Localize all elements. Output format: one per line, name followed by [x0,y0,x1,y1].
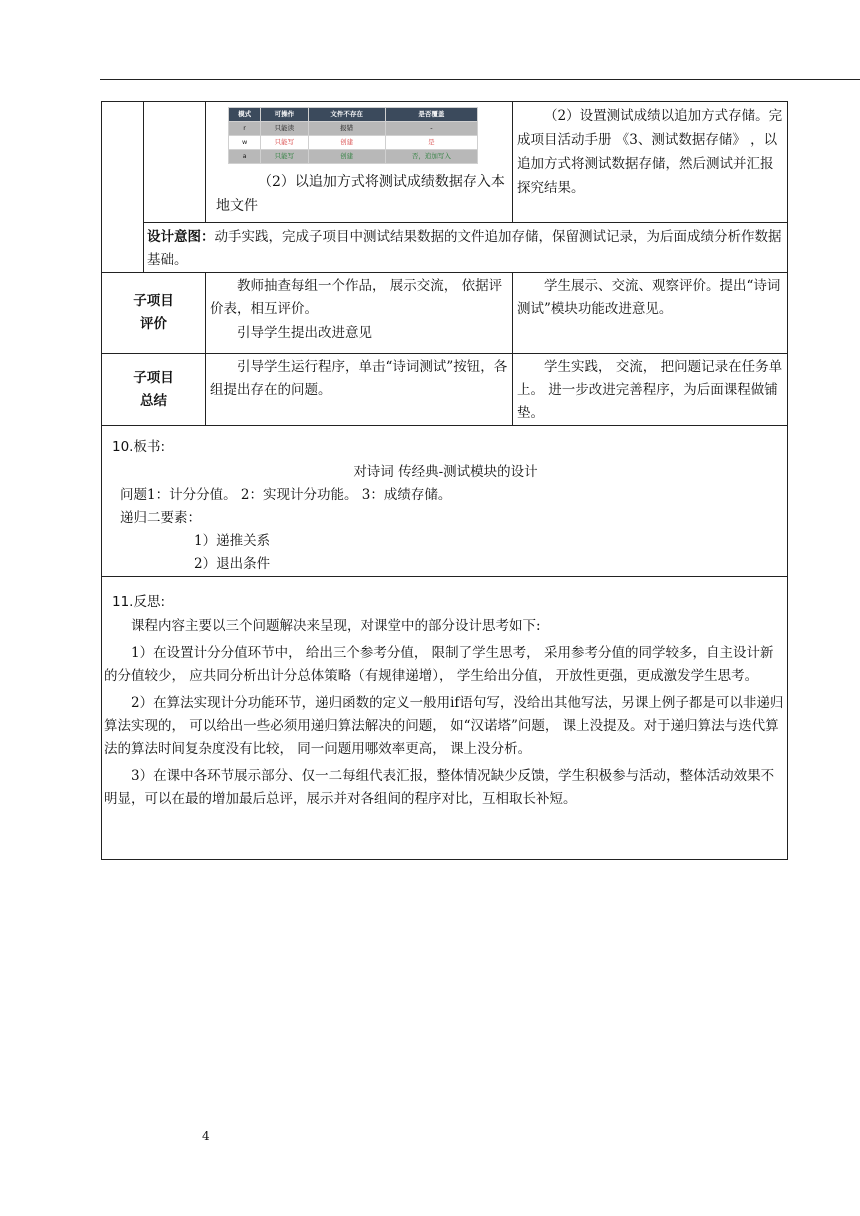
board-heading: 10.板书: [112,439,166,455]
table-cell: - [385,122,477,136]
evaluation-label [102,273,206,354]
side-cell [102,102,144,273]
table-row [229,150,478,164]
evaluation-student-text: 学生展示、交流、观察评价。提出“诗词测试”模块功能改进意见。 [517,278,781,317]
evaluation-teacher-cell [206,273,513,354]
overwrite-header: 是否覆盖 [385,108,477,122]
board-row [102,426,788,577]
activity-teacher-cell [206,102,513,223]
board-cell [102,426,788,577]
summary-teacher-text: 引导学生运行程序，单击“诗词测试”按钮，各组提出存在的问题。 [210,359,508,398]
not-exist-header: 文件不存在 [308,108,385,122]
evaluation-student-cell [513,273,788,354]
summary-row [102,354,788,426]
reflection-heading: 11.反思: [112,594,166,610]
table-cell: a [229,150,261,164]
table-cell: 只能写 [261,150,308,164]
evaluation-teacher-text: 教师抽查每组一个作品， 展示交流， 依据评价表，相互评价。 [210,278,503,317]
label-line: 子项目 [133,293,174,309]
student-activity-text: （2）设置测试成绩以追加方式存储。完成项目活动手册 《3、测试数据存储》 ，以追加方式将测试数据存储，然后测试并汇报探究结果。 [517,108,783,196]
summary-student-text: 学生实践， 交流， 把问题记录在任务单上。 进一步改进完善程序，为后面课程做铺垫。 [517,359,783,421]
reflection-row [102,577,788,860]
design-intent-row [102,223,788,273]
evaluation-row [102,273,788,354]
lesson-plan-table [101,101,788,860]
evaluation-guide-text: 引导学生提出改进意见 [237,325,372,341]
reflection-paragraph: 1）在设置计分分值环节中， 给出三个参考分值， 限制了学生思考， 采用参考分值的同学较多，自主设计新的分值较少， 应共同分析出计分总体策略（有规律递增）， 学生给出分值， 开放性更强，更成激发学生思考。 [104,645,774,684]
mode-header: 模式 [229,108,261,122]
reflection-cell [102,577,788,860]
operation-header: 可操作 [261,108,308,122]
design-intent-cell [144,223,788,273]
board-title: 对诗词 传经典-测试模块的设计 [353,464,538,480]
table-cell: 否，追加写入 [385,150,477,164]
label-line: 子项目 [133,369,174,386]
board-line: 递归二要素： [120,510,201,526]
activity-caption: （2）以追加方式将测试成绩数据存入本地文件 [216,174,505,214]
activity-row [102,102,788,223]
activity-student-cell [513,102,788,223]
file-mode-table [228,107,478,164]
reflection-paragraph: 2）在算法实现计分功能环节，递归函数的定义一般用if语句写，没给出其他写法，另课上例子都是可以非递归算法实现的， 可以给出一些必须用递归算法解决的问题， 如“汉诺塔”问题， 课上没提及。对于递归算法与迭代算法的算法时间复杂度没有比较， 同一问题用哪效率更高， 课上没分析。 [104,695,784,757]
summary-student-cell [513,354,788,426]
reflection-intro: 课程内容主要以三个问题解决来呈现，对课堂中的部分设计思考如下: [131,618,541,634]
summary-label [102,354,206,426]
reflection-paragraph: 3）在课中各环节展示部分、仅一二每组代表汇报，整体情况缺少反馈，学生积极参与活动，整体活动效果不明显，可以在最的增加最后总评，展示并对各组间的程序对比，互相取长补短。 [104,768,775,807]
table-cell: 创建 [308,136,385,150]
empty-label-cell [144,102,206,223]
board-line: 问题1：计分分值。 2：实现计分功能。 3：成绩存储。 [120,487,452,503]
table-cell: 创建 [308,150,385,164]
table-cell: w [229,136,261,150]
table-row [229,136,478,150]
label-line: 评价 [140,316,167,332]
page-number: 4 [202,1129,210,1143]
table-cell: 只能读 [261,122,308,136]
table-cell: 是 [385,136,477,150]
design-intent-label: 设计意图： [147,229,215,245]
table-row [229,122,478,136]
summary-teacher-cell [206,354,513,426]
board-item: 2）退出条件 [194,556,271,572]
table-cell: 报错 [308,122,385,136]
table-cell: r [229,122,261,136]
header-rule [100,79,860,80]
label-line: 总结 [140,392,167,409]
board-item: 1）递推关系 [194,533,271,549]
design-intent-text: 动手实践，完成子项目中测试结果数据的文件追加存储，保留测试记录，为后面成绩分析作数据基础。 [147,229,782,268]
table-cell: 只能写 [261,136,308,150]
